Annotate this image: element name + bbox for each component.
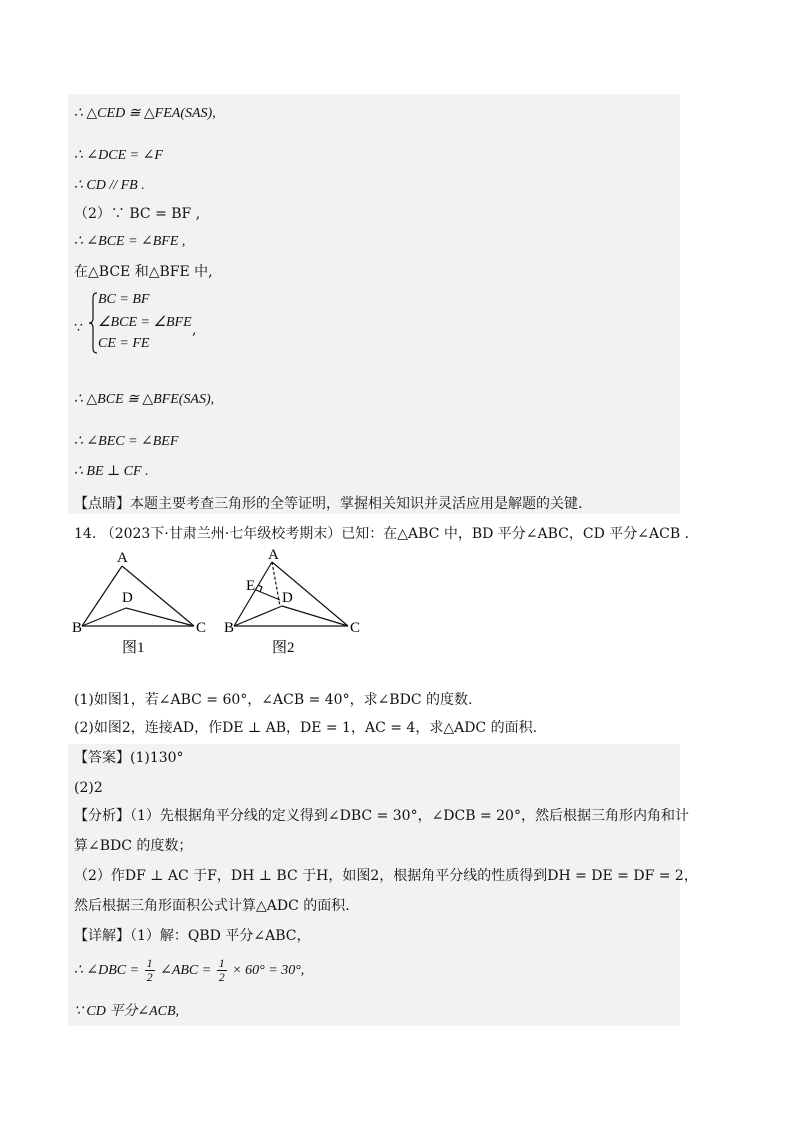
analysis-line-3: （2）作DF ⊥ AC 于F，DH ⊥ BC 于H，如图2，根据角平分线的性质得到DH = DE = DF = 2， xyxy=(74,868,698,884)
proof-line-7: ∴ △BCE ≅ △BFE(SAS), xyxy=(74,392,215,407)
fig1-caption: 图1 xyxy=(122,640,145,656)
brace-system xyxy=(74,290,274,356)
brace-row-2: ∠BCE = ∠BFE xyxy=(98,315,192,330)
fraction-one-half-2 xyxy=(217,957,227,984)
fig2-label-A: A xyxy=(268,548,279,563)
proof-line-6: 在△BCE 和△BFE 中, xyxy=(74,264,213,280)
detail-line-3: ∵ CD 平分∠ACB, xyxy=(74,1004,180,1019)
detail-eq-mid: ∠ABC = xyxy=(160,963,212,978)
analysis-line-1: 【分析】（1）先根据角平分线的定义得到∠DBC = 30°，∠DCB = 20°，然后根据三角形内角和计 xyxy=(74,808,689,824)
fig1-label-D: D xyxy=(122,590,133,606)
detail-line-2 xyxy=(74,956,304,986)
figure-1 xyxy=(82,566,194,626)
fig2-label-B: B xyxy=(224,620,235,636)
fraction-one-half xyxy=(145,957,155,984)
brace-row-3: CE = FE xyxy=(98,336,150,351)
fraction-numerator-2: 1 xyxy=(218,956,225,971)
proof-line-1: ∴ △CED ≅ △FEA(SAS), xyxy=(74,106,216,121)
proof-line-4: （2）∵ BC = BF , xyxy=(74,206,201,222)
fig2-label-C: C xyxy=(350,620,361,636)
proof-line-9: ∴ BE ⊥ CF . xyxy=(74,464,149,479)
fraction-denominator: 2 xyxy=(146,970,153,985)
detail-eq-suffix: × 60° = 30°, xyxy=(232,963,305,978)
answer-line-1: 【答案】(1)130° xyxy=(74,750,184,766)
fraction-numerator: 1 xyxy=(146,956,153,971)
proof-line-5: ∴ ∠BCE = ∠BFE , xyxy=(74,234,186,249)
fig1-label-B: B xyxy=(72,620,83,636)
fig1-label-C: C xyxy=(196,620,207,636)
comment-line: 【点睛】本题主要考查三角形的全等证明，掌握相关知识并灵活应用是解题的关键. xyxy=(74,496,583,512)
question-header: 14. （2023下·甘肃兰州·七年级校考期末）已知：在△ABC 中，BD 平分∠ABC，CD 平分∠ACB . xyxy=(74,526,690,542)
fraction-denominator-2: 2 xyxy=(218,970,225,985)
because-symbol: ∵ xyxy=(74,320,83,336)
curly-brace-icon xyxy=(88,292,98,354)
geometry-figures xyxy=(70,548,370,658)
question-part-2: (2)如图2，连接AD，作DE ⊥ AB，DE = 1，AC = 4，求△ADC 的面积. xyxy=(74,720,538,736)
fig2-caption: 图2 xyxy=(272,640,295,656)
fig1-label-A: A xyxy=(117,550,128,566)
fig2-label-E: E xyxy=(246,578,256,594)
question-part-1: (1)如图1，若∠ABC = 60°，∠ACB = 40°，求∠BDC 的度数. xyxy=(74,692,473,708)
detail-line-1: 【详解】（1）解：QBD 平分∠ABC， xyxy=(74,928,311,944)
fig2-label-D: D xyxy=(282,590,293,606)
proof-line-3: ∴ CD // FB . xyxy=(74,178,145,193)
answer-line-2: (2)2 xyxy=(74,780,103,796)
proof-line-8: ∴ ∠BEC = ∠BEF xyxy=(74,434,179,449)
detail-eq-prefix: ∴ ∠DBC = xyxy=(74,963,140,978)
proof-line-2: ∴ ∠DCE = ∠F xyxy=(74,148,163,163)
brace-comma: , xyxy=(192,322,197,338)
analysis-line-2: 算∠BDC 的度数； xyxy=(74,838,193,854)
brace-row-1: BC = BF xyxy=(98,292,150,307)
analysis-line-4: 然后根据三角形面积公式计算△ADC 的面积. xyxy=(74,898,350,914)
